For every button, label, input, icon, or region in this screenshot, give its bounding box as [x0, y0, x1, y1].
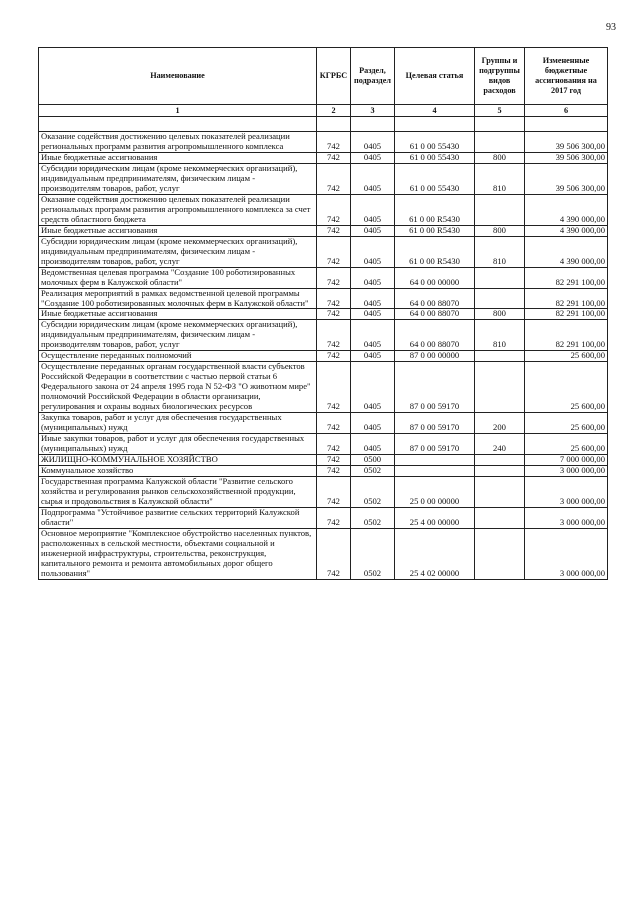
cell-name: Оказание содействия достижению целевых показателей реализации региональных программ развития агропромышленного комплекса за счет средств областного бюджета: [39, 194, 317, 225]
header-kgrbs: КГРБС: [317, 48, 351, 105]
cell-amount: 4 390 000,00: [525, 225, 608, 236]
cell-section: 0502: [351, 507, 395, 528]
cell-section: 0502: [351, 466, 395, 477]
cell-group: [475, 267, 525, 288]
cell-target: 61 0 00 R5430: [395, 225, 475, 236]
table-body: [39, 117, 608, 580]
cell-section: 0502: [351, 528, 395, 579]
cell-kgrbs: 742: [317, 236, 351, 267]
cell-amount: 39 506 300,00: [525, 152, 608, 163]
cell-name: Ведомственная целевая программа "Создание 100 роботизированных молочных ферм в Калужской области": [39, 267, 317, 288]
cell-target: 61 0 00 R5430: [395, 194, 475, 225]
cell-group: [475, 362, 525, 413]
cell-amount: 4 390 000,00: [525, 236, 608, 267]
table-row: [39, 413, 608, 434]
cell-section: 0405: [351, 194, 395, 225]
cell-kgrbs: 742: [317, 225, 351, 236]
cell-section: 0405: [351, 309, 395, 320]
cell-kgrbs: 742: [317, 362, 351, 413]
table-row: [39, 267, 608, 288]
column-number: 2: [317, 105, 351, 117]
table-row: [39, 236, 608, 267]
cell-target: [395, 455, 475, 466]
cell-target: [395, 466, 475, 477]
cell-amount: 3 000 000,00: [525, 528, 608, 579]
cell-section: 0405: [351, 267, 395, 288]
cell-name: Субсидии юридическим лицам (кроме некоммерческих организаций), индивидуальным предпринимателям, физическим лицам - производителям товаров, работ, услуг: [39, 320, 317, 351]
cell-name: Иные бюджетные ассигнования: [39, 152, 317, 163]
cell-amount: 4 390 000,00: [525, 194, 608, 225]
cell-name: Подпрограмма "Устойчивое развитие сельских территорий Калужской области": [39, 507, 317, 528]
table-row: [39, 455, 608, 466]
cell-target: 87 0 00 59170: [395, 413, 475, 434]
cell-group: [475, 528, 525, 579]
cell-group: [475, 132, 525, 153]
cell-target: 87 0 00 00000: [395, 351, 475, 362]
cell-amount: 82 291 100,00: [525, 320, 608, 351]
cell-section: 0405: [351, 434, 395, 455]
cell-name: Иные закупки товаров, работ и услуг для обеспечения государственных (муниципальных) нужд: [39, 434, 317, 455]
column-number: 1: [39, 105, 317, 117]
cell-kgrbs: 742: [317, 351, 351, 362]
cell-kgrbs: 742: [317, 267, 351, 288]
cell-group: 240: [475, 434, 525, 455]
cell-amount: 82 291 100,00: [525, 267, 608, 288]
cell-section: 0405: [351, 163, 395, 194]
cell-section: 0405: [351, 288, 395, 309]
cell-amount: 82 291 100,00: [525, 288, 608, 309]
cell-section: 0500: [351, 455, 395, 466]
cell-group: [475, 351, 525, 362]
cell-name: Реализация мероприятий в рамках ведомственной целевой программы "Создание 100 роботизированных молочных ферм в Калужской области": [39, 288, 317, 309]
header-row: [39, 48, 608, 105]
column-number: 5: [475, 105, 525, 117]
page-number: 93: [606, 22, 616, 33]
cell-name: Иные бюджетные ассигнования: [39, 225, 317, 236]
cell-kgrbs: 742: [317, 434, 351, 455]
cell-target: 64 0 00 88070: [395, 288, 475, 309]
table-row: [39, 362, 608, 413]
cell-target: 61 0 00 55430: [395, 163, 475, 194]
cell-kgrbs: 742: [317, 194, 351, 225]
cell-name: Осуществление переданных полномочий: [39, 351, 317, 362]
cell-target: 64 0 00 88070: [395, 320, 475, 351]
cell-target: 25 4 00 00000: [395, 507, 475, 528]
header-section: Раздел, подраздел: [351, 48, 395, 105]
cell-section: 0405: [351, 152, 395, 163]
header-name: Наименование: [39, 48, 317, 105]
cell-amount: 3 000 000,00: [525, 466, 608, 477]
table-row: [39, 507, 608, 528]
spacer-row: [39, 117, 608, 132]
column-number-row: [39, 105, 608, 117]
cell-name: Закупка товаров, работ и услуг для обеспечения государственных (муниципальных) нужд: [39, 413, 317, 434]
cell-kgrbs: 742: [317, 476, 351, 507]
cell-target: 25 4 02 00000: [395, 528, 475, 579]
cell-group: 800: [475, 152, 525, 163]
table-row: [39, 288, 608, 309]
table-row: [39, 466, 608, 477]
table-row: [39, 225, 608, 236]
cell-amount: 7 000 000,00: [525, 455, 608, 466]
cell-kgrbs: 742: [317, 309, 351, 320]
header-group: Группы и подгруппы видов расходов: [475, 48, 525, 105]
cell-section: 0405: [351, 351, 395, 362]
cell-kgrbs: 742: [317, 413, 351, 434]
cell-kgrbs: 742: [317, 288, 351, 309]
cell-section: 0405: [351, 320, 395, 351]
cell-section: 0405: [351, 132, 395, 153]
cell-target: 87 0 00 59170: [395, 362, 475, 413]
cell-amount: 3 000 000,00: [525, 476, 608, 507]
table-row: [39, 528, 608, 579]
cell-kgrbs: 742: [317, 152, 351, 163]
cell-name: Субсидии юридическим лицам (кроме некоммерческих организаций), индивидуальным предпринимателям, физическим лицам - производителям товаров, работ, услуг: [39, 236, 317, 267]
table-row: [39, 194, 608, 225]
cell-name: ЖИЛИЩНО-КОММУНАЛЬНОЕ ХОЗЯЙСТВО: [39, 455, 317, 466]
budget-table: [38, 47, 608, 580]
cell-group: [475, 194, 525, 225]
cell-name: Иные бюджетные ассигнования: [39, 309, 317, 320]
cell-kgrbs: 742: [317, 507, 351, 528]
cell-group: [475, 507, 525, 528]
column-number: 6: [525, 105, 608, 117]
cell-kgrbs: 742: [317, 455, 351, 466]
cell-target: 64 0 00 88070: [395, 309, 475, 320]
cell-name: Коммунальное хозяйство: [39, 466, 317, 477]
cell-kgrbs: 742: [317, 163, 351, 194]
table-row: [39, 351, 608, 362]
cell-group: [475, 455, 525, 466]
table-row: [39, 434, 608, 455]
cell-amount: 25 600,00: [525, 362, 608, 413]
cell-group: 810: [475, 163, 525, 194]
cell-amount: 25 600,00: [525, 351, 608, 362]
cell-amount: 25 600,00: [525, 413, 608, 434]
cell-name: Оказание содействия достижению целевых показателей реализации региональных программ развития агропромышленного комплекса: [39, 132, 317, 153]
cell-section: 0502: [351, 476, 395, 507]
cell-name: Осуществление переданных органам государственной власти субъектов Российской Федерации в соответствии с частью первой статьи 6 Федерального закона от 24 апреля 1995 года N 52-ФЗ "О животном мире" полномочий Российской Федерации в области организации, регулирования и охраны водных биологических ресурсов: [39, 362, 317, 413]
cell-name: Основное мероприятие "Комплексное обустройство населенных пунктов, расположенных в сельской местности, объектами социальной и инженерной инфраструктуры, строительства, реконструкция, капитального ремонта и ремонта автомобильных дорог общего пользования": [39, 528, 317, 579]
header-target: Целевая статья: [395, 48, 475, 105]
cell-target: 61 0 00 R5430: [395, 236, 475, 267]
cell-group: 800: [475, 309, 525, 320]
cell-group: 810: [475, 236, 525, 267]
cell-kgrbs: 742: [317, 132, 351, 153]
column-number: 4: [395, 105, 475, 117]
table-row: [39, 309, 608, 320]
cell-group: 200: [475, 413, 525, 434]
table-row: [39, 320, 608, 351]
table-row: [39, 132, 608, 153]
cell-kgrbs: 742: [317, 320, 351, 351]
cell-group: [475, 466, 525, 477]
cell-section: 0405: [351, 225, 395, 236]
cell-target: 61 0 00 55430: [395, 132, 475, 153]
cell-kgrbs: 742: [317, 466, 351, 477]
cell-name: Государственная программа Калужской области "Развитие сельского хозяйства и регулирования рынков сельскохозяйственной продукции, сырья и продовольствия в Калужской области": [39, 476, 317, 507]
cell-target: 61 0 00 55430: [395, 152, 475, 163]
cell-kgrbs: 742: [317, 528, 351, 579]
cell-amount: 25 600,00: [525, 434, 608, 455]
cell-amount: 82 291 100,00: [525, 309, 608, 320]
cell-amount: 39 506 300,00: [525, 132, 608, 153]
cell-section: 0405: [351, 362, 395, 413]
header-amount: Измененные бюджетные ассигнования на 2017 год: [525, 48, 608, 105]
cell-group: 800: [475, 225, 525, 236]
cell-amount: 3 000 000,00: [525, 507, 608, 528]
cell-amount: 39 506 300,00: [525, 163, 608, 194]
cell-name: Субсидии юридическим лицам (кроме некоммерческих организаций), индивидуальным предпринимателям, физическим лицам - производителям товаров, работ, услуг: [39, 163, 317, 194]
table-row: [39, 152, 608, 163]
table-row: [39, 163, 608, 194]
cell-group: [475, 288, 525, 309]
cell-target: 64 0 00 00000: [395, 267, 475, 288]
table-row: [39, 476, 608, 507]
cell-section: 0405: [351, 413, 395, 434]
column-number: 3: [351, 105, 395, 117]
cell-target: 25 0 00 00000: [395, 476, 475, 507]
cell-target: 87 0 00 59170: [395, 434, 475, 455]
cell-group: 810: [475, 320, 525, 351]
cell-section: 0405: [351, 236, 395, 267]
cell-group: [475, 476, 525, 507]
